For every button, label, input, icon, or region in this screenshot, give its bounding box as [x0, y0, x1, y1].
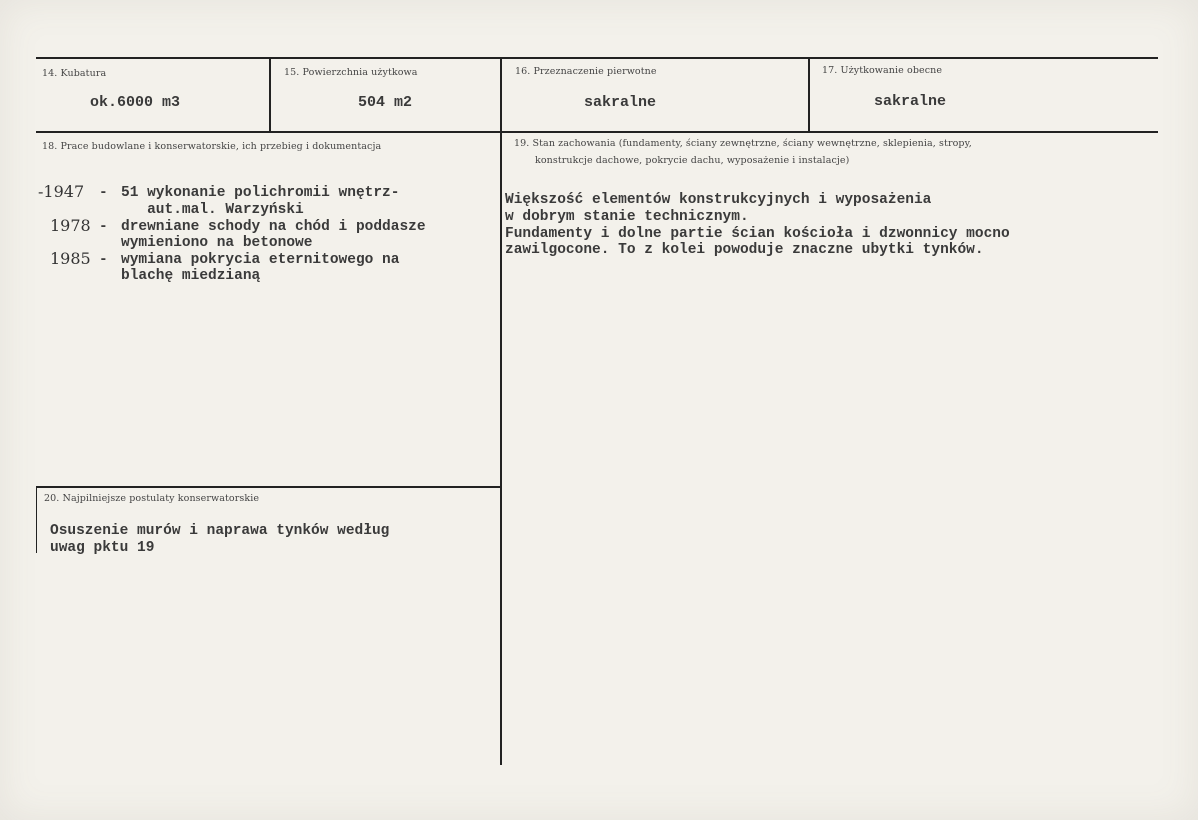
field-15-value: 504 m2	[358, 94, 413, 111]
condition-text-line: Większość elementów konstrukcyjnych i wyposażenia	[505, 192, 932, 208]
field-17-label: 17. Użytkowanie obecne	[822, 65, 943, 76]
col-divider-16-17	[808, 58, 810, 132]
field-16-value: sakralne	[584, 94, 657, 111]
postulate-text-line: Osuszenie murów i naprawa tynków według	[50, 523, 390, 539]
entry-year: 1978	[50, 216, 91, 235]
entry-text-line: wymiana pokrycia eternitowego na	[121, 252, 400, 268]
entry-text-line: aut.mal. Warzyński	[121, 202, 304, 218]
postulate-text-line: uwag pktu 19	[50, 540, 155, 556]
col-divider-15-16	[500, 58, 502, 132]
field-14-label: 14. Kubatura	[42, 68, 107, 79]
main-vertical-divider	[500, 132, 502, 765]
entry-text-line: blachę miedzianą	[121, 268, 261, 284]
field-19-label-line-1: 19. Stan zachowania (fundamenty, ściany zewnętrzne, ściany wewnętrzne, sklepienia, stropy,	[514, 138, 972, 149]
field-17-value: sakralne	[874, 93, 947, 110]
field-16-label: 16. Przeznaczenie pierwotne	[515, 66, 657, 77]
entry-year: -1947	[38, 182, 85, 201]
entry-text-line: drewniane schody na chód i poddasze	[121, 219, 426, 235]
entry-dash: -	[99, 219, 108, 235]
entry-dash: -	[99, 185, 108, 201]
entry-text-line: wymieniono na betonowe	[121, 235, 313, 251]
condition-text-line: w dobrym stanie technicznym.	[505, 209, 749, 225]
row-divider-line	[36, 131, 1158, 133]
top-border-line	[36, 57, 1158, 59]
condition-text-line: Fundamenty i dolne partie ścian kościoła i dzwonnicy mocno	[505, 226, 1010, 242]
field-18-label: 18. Prace budowlane i konserwatorskie, ich przebieg i dokumentacja	[42, 141, 382, 152]
entry-text-line: 51 wykonanie polichromii wnętrz-	[121, 185, 400, 201]
field-20-label: 20. Najpilniejsze postulaty konserwatorskie	[44, 493, 260, 504]
condition-text-line: zawilgocone. To z kolei powoduje znaczne ubytki tynków.	[505, 242, 984, 258]
section-20-divider-line	[36, 486, 501, 488]
entry-dash: -	[99, 252, 108, 268]
col-divider-14-15	[269, 58, 271, 132]
field-15-label: 15. Powierzchnia użytkowa	[284, 67, 418, 78]
field-19-label-line-2: konstrukcje dachowe, pokrycie dachu, wyposażenie i instalacje)	[535, 155, 850, 166]
field-14-value: ok.6000 m3	[90, 94, 181, 111]
entry-year: 1985	[50, 249, 91, 268]
left-edge-line	[36, 487, 37, 553]
